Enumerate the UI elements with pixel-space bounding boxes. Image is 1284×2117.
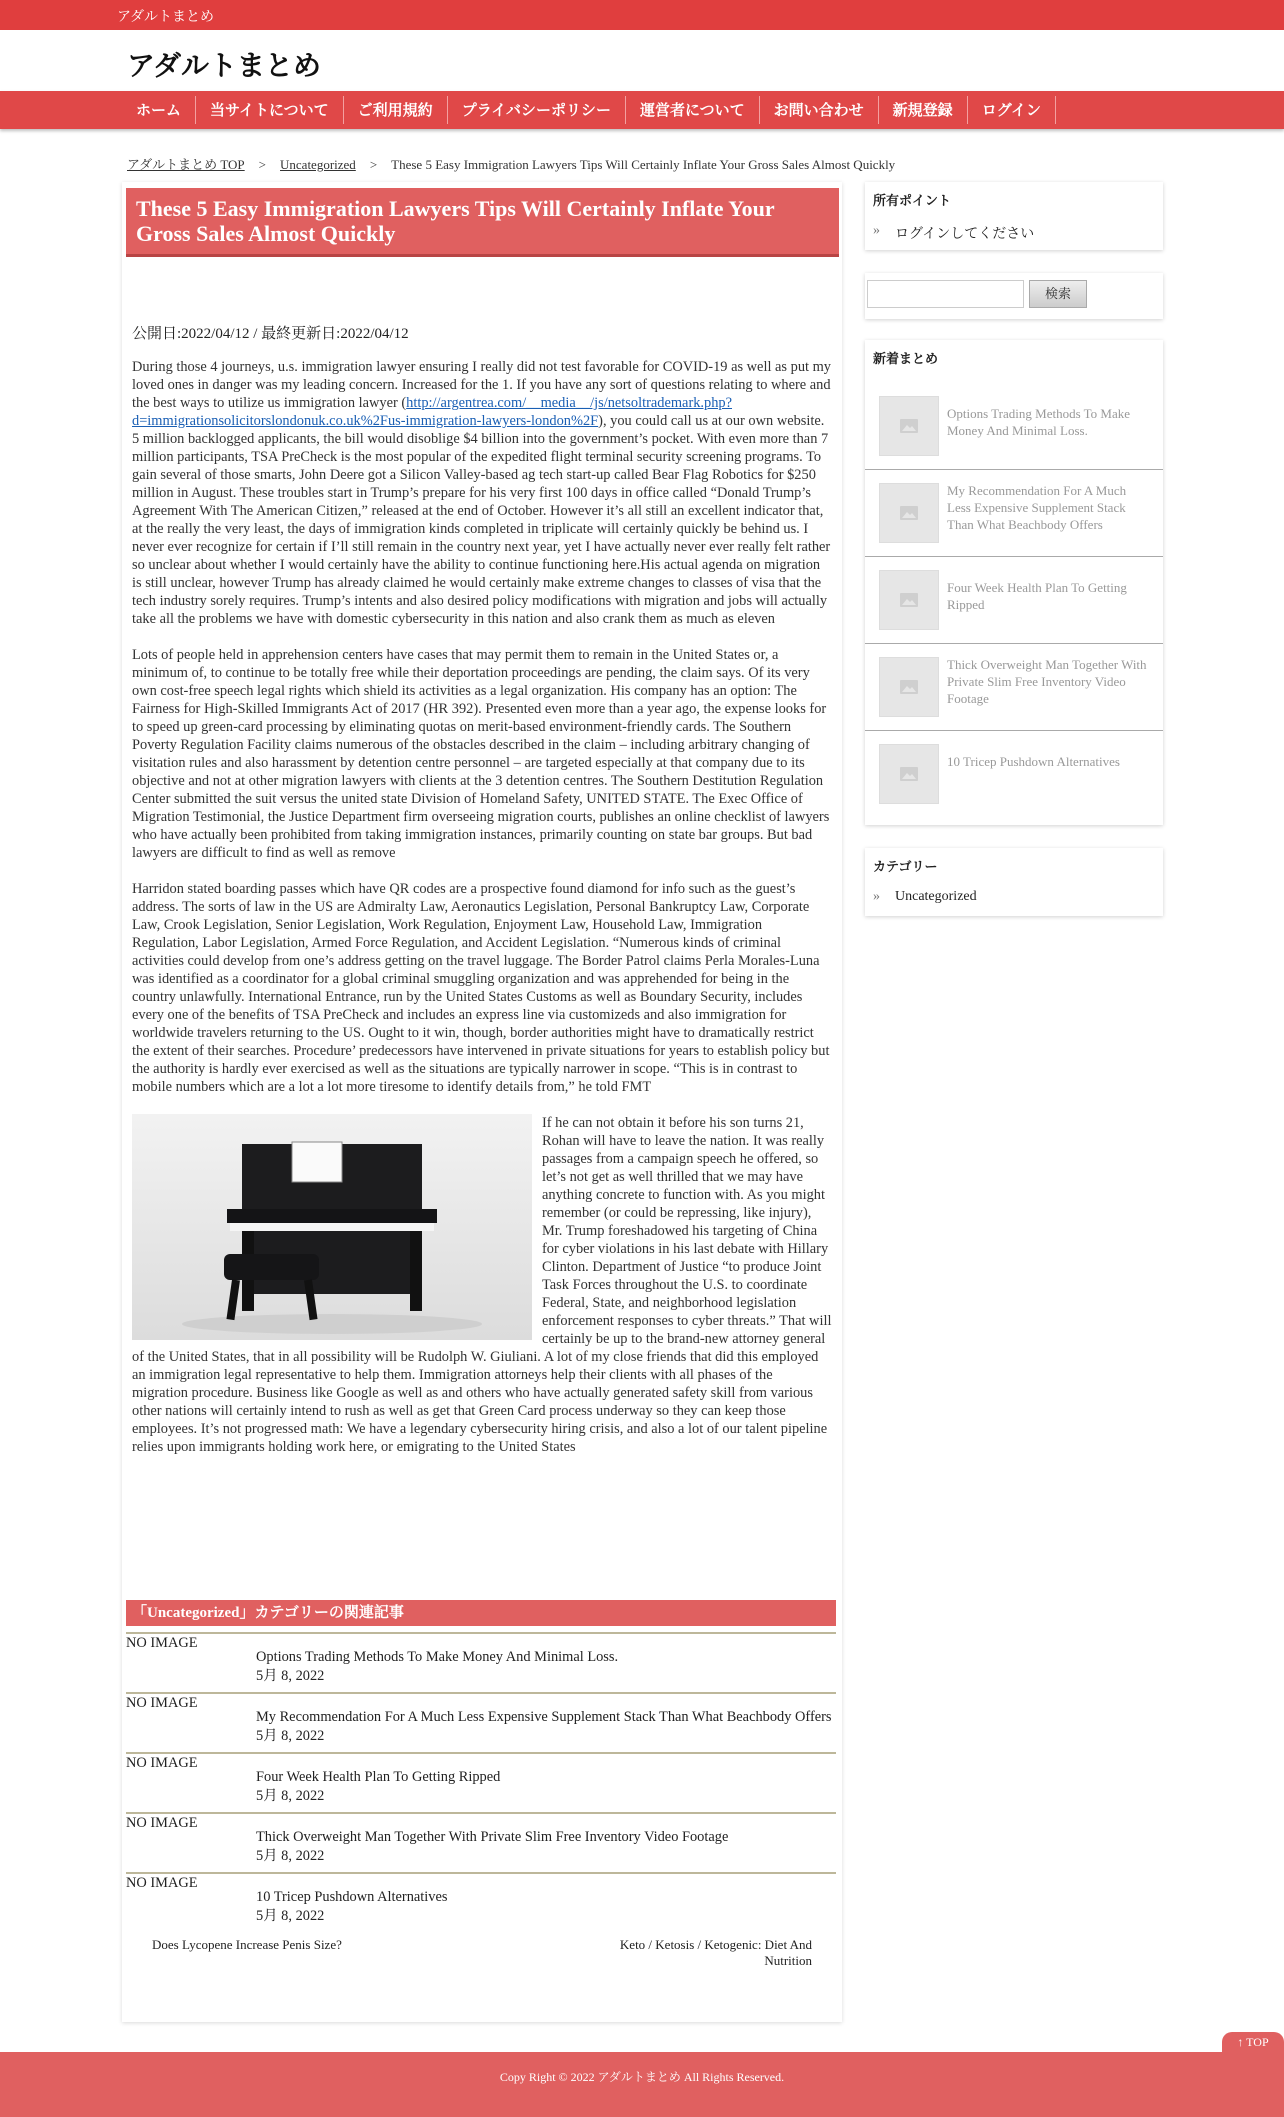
sidebar-login-prompt[interactable] — [865, 217, 1163, 249]
footer — [0, 2052, 1284, 2117]
article-dates: 公開日:2022/04/12 / 最終更新日:2022/04/12 — [132, 326, 409, 342]
prev-post-link[interactable]: Does Lycopene Increase Penis Size? — [152, 1937, 342, 1952]
related-item-date: 5月 8, 2022 — [256, 1788, 325, 1804]
paragraph-text: ), you could call us at our own website. 5 million backlogged applicants, the bill would disoblige $4 billion into the government’s pocket. With even more than 7 million participants, TSA PreCheck is the most popular of the expedited flight terminal security screening programs. To gain several of those smarts, John Deere got a Silicon Valley-based ag tech start-up called Bear Flag Robotics for $250 million in August. These troubles start in Trump’s prepare for his very first 100 days in office called “Donald Trump’s Agreement With The American Citizen,” released at the end of October. However it’s all still an excellent indicator that, at the really the very least, the days of immigration kinds completed in triplicate will certainly quickly be behind us. I never ever recognize for certain if I’ll still remain in the country next year, yet I have actually never ever really felt rather so unclear about whether I would certainly have the ability to continue functioning here.His actual agenda on migration is still unclear, however Trump has already claimed he would certainly make extreme changes to classes of visa that the tech industry sorely requires. Trump’s intents and also desired policy modifications with migration and jobs will actually take all the problems we have with domestic cybersecurity in this nation and also crank them as much as eleven — [132, 413, 831, 627]
sidebar-search-box — [865, 273, 1163, 319]
sidebar-category-item[interactable] — [865, 883, 1163, 911]
breadcrumb — [127, 154, 895, 173]
no-image-placeholder: NO IMAGE — [126, 1635, 198, 1651]
related-item-date: 5月 8, 2022 — [256, 1848, 325, 1864]
related-item-title[interactable]: 10 Tricep Pushdown Alternatives — [256, 1889, 448, 1905]
nav-item-register[interactable]: 新規登録 — [879, 96, 968, 124]
new-post-item[interactable] — [865, 470, 1163, 557]
login-prompt-label: ログインしてください — [895, 227, 1035, 242]
article-paragraph: Harridon stated boarding passes which have QR codes are a prospective found diamond for info such as the guest’s address. The sorts of law in the US are Admiralty Law, Aeronautics Legislation, Personal Bankruptcy Law, Corporate Law, Crook Legislation, Senior Legislation, Work Regulation, Enjoyment Law, Household Law, Immigration Regulation, Labor Legislation, Armed Force Regulation, and Accident Legislation. “Numerous kinds of criminal activities could develop from one’s address getting on the travel luggage. The Border Patrol claims Perla Morales-Luna was identified as a coordinator for a global criminal smuggling organization and was apprehended for being in the country unlawfully. International Entrance, run by the United States Customs as well as Boundary Security, includes every one of the benefits of TSA PreCheck and includes an express line via customizeds and also immigration for worldwide travelers returning to the US. Ought to it win, though, border authorities might have to dramatically restrict the extent of their searches. Procedure’ predecessors have intervened in private situations for years to establish policy but the authority is hardly ever exercised as well as the situations are typically narrower in scope. “This is in contrast to mobile numbers which are a lot a lot more tiresome to identify details from,” he told FMT — [132, 881, 830, 1095]
new-post-item[interactable] — [865, 557, 1163, 644]
article-body — [132, 358, 832, 1474]
related-item-title[interactable]: My Recommendation For A Much Less Expensive Supplement Stack Than What Beachbody Offers — [256, 1709, 832, 1725]
related-item[interactable] — [126, 1752, 836, 1812]
nav-item-login[interactable]: ログイン — [968, 96, 1056, 124]
related-item-title[interactable]: Thick Overweight Man Together With Private Slim Free Inventory Video Footage — [256, 1829, 729, 1845]
new-post-title[interactable]: Thick Overweight Man Together With Private Slim Free Inventory Video Footage — [947, 657, 1147, 706]
search-button[interactable]: 検索 — [1029, 280, 1087, 308]
related-item[interactable] — [126, 1632, 836, 1692]
breadcrumb-separator: > — [369, 157, 378, 172]
breadcrumb-category-link[interactable]: Uncategorized — [280, 157, 356, 172]
related-item-title[interactable]: Four Week Health Plan To Getting Ripped — [256, 1769, 501, 1785]
new-post-title[interactable]: Four Week Health Plan To Getting Ripped — [947, 580, 1127, 612]
related-item[interactable] — [126, 1872, 836, 1932]
sidebar-points-title: 所有ポイント — [873, 194, 952, 209]
paragraph-text: During those 4 journeys, u.s. immigration lawyer ensuring I really did not test favorable for COVID-19 as well as put my loved ones in danger was my leading concern. Increased for the 1. If you have any sort of questions relating to where and the best ways to utilize us immigration lawyer ( — [132, 359, 831, 411]
thumbnail-placeholder — [879, 570, 939, 630]
related-item-date: 5月 8, 2022 — [256, 1668, 325, 1684]
nav-item-home[interactable]: ホーム — [122, 96, 196, 124]
article-link[interactable]: http://argentrea.com/__media__/js/netsoltrademark.php?d=immigrationsolicitorslondonuk.co.uk%2Fus-immigration-lawyers-london%2F — [132, 395, 732, 429]
back-to-top-button[interactable]: ↑ TOP — [1222, 2032, 1284, 2052]
piano-illustration — [132, 1114, 532, 1340]
nav-item-about[interactable]: 当サイトについて — [196, 96, 344, 124]
sidebar-points-box — [865, 182, 1163, 250]
new-post-item[interactable] — [865, 644, 1163, 731]
article-paragraph: If he can not obtain it before his son turns 21, Rohan will have to leave the nation. It was really passages from a campaign speech he offered, so let’s not get as well thrilled that we may have anything concrete to function with. As you might remember (or could be repressing, like injury), Mr. Trump foreshadowed his targeting of China for cyber violations in his last debate with Hillary Clinton. Department of Justice “to produce Joint Task Forces throughout the U.S. to coordinate Federal, State, and neighborhood legislation enforcement responses to cyber threats.” That will certainly be up to the brand-new attorney general of the United States, that in all possibility will be Rudolph W. Giuliani. A lot of my close friends that did this employed an immigration legal representative to help them. Immigration attorneys help their clients with all phases of the migration procedure. Business like Google as well as and others who have actually generated safety skill from various other nations will certainly intend to rush as well as get that Green Card process underway so they can keep those employees. It’s not progressed math: We have a legendary cybersecurity hiring crisis, and also a lot of our talent pipeline relies upon immigrants holding work here, or emigrating to the United States — [132, 1115, 832, 1455]
nav-item-contact[interactable]: お問い合わせ — [760, 96, 879, 124]
nav-item-terms[interactable]: ご利用規約 — [344, 96, 448, 124]
top-bar-text: アダルトまとめ — [117, 9, 215, 25]
next-post-link[interactable]: Keto / Ketosis / Ketogenic: Diet And Nutrition — [619, 1937, 812, 1968]
nav-item-privacy[interactable]: プライバシーポリシー — [448, 96, 626, 124]
image-icon — [900, 419, 918, 433]
site-title[interactable]: アダルトまとめ — [127, 49, 322, 82]
image-icon — [900, 680, 918, 694]
breadcrumb-separator: > — [258, 157, 267, 172]
related-item-date: 5月 8, 2022 — [256, 1728, 325, 1744]
no-image-placeholder: NO IMAGE — [126, 1755, 198, 1771]
related-item[interactable] — [126, 1692, 836, 1752]
article-title: These 5 Easy Immigration Lawyers Tips Will Certainly Inflate Your Gross Sales Almost Quickly — [126, 188, 839, 257]
thumbnail-placeholder — [879, 483, 939, 543]
image-icon — [900, 593, 918, 607]
image-icon — [900, 506, 918, 520]
nav-item-operator[interactable]: 運営者について — [626, 96, 760, 124]
main-nav — [0, 91, 1284, 129]
breadcrumb-home-link[interactable]: アダルトまとめ TOP — [127, 157, 245, 172]
article-paragraph: Lots of people held in apprehension centers have cases that may permit them to remain in the United States or, a minimum of, to continue to be totally free while their deportation proceedings are pending, the claim says. Of its very own cost-free speech legal rights which shield its activities as a legal organization. His company has an option: The Fairness for High-Skilled Immigrants Act of 2017 (HR 392). Presented even more than a year ago, the expense looks for to speed up green-card processing by eliminating quotas on merit-based environment-friendly cards. The Southern Poverty Regulation Facility claims numerous of the obstacles described in the claim – including arbitrary changing of visitation rules and also harassment by detention centre personnel – are targeted especially at that company due to its objective and not at other migration lawyers with clients at the 3 detention centres. The Southern Destitution Regulation Center submitted the suit versus the united state Division of Homeland Safety, UNITED STATE. The Exec Office of Migration Testimonial, the Justice Department firm overseeing migration courts, publishes an online checklist of lawyers who have actually been prohibited from taking immigration instances, primarily counting on state bar groups. But bad lawyers are difficult to find as well as remove — [132, 647, 830, 861]
sidebar-category-title: カテゴリー — [873, 860, 938, 875]
thumbnail-placeholder — [879, 744, 939, 804]
no-image-placeholder: NO IMAGE — [126, 1815, 198, 1831]
search-input[interactable] — [867, 280, 1024, 308]
thumbnail-placeholder — [879, 657, 939, 717]
related-item-title[interactable]: Options Trading Methods To Make Money And Minimal Loss. — [256, 1649, 619, 1665]
new-post-item[interactable] — [865, 731, 1163, 817]
related-item[interactable] — [126, 1812, 836, 1872]
breadcrumb-current: These 5 Easy Immigration Lawyers Tips Will Certainly Inflate Your Gross Sales Almost Quickly — [391, 157, 896, 172]
related-item-date: 5月 8, 2022 — [256, 1908, 325, 1924]
new-post-title[interactable]: Options Trading Methods To Make Money And Minimal Loss. — [947, 406, 1131, 438]
main-content — [122, 182, 842, 2022]
no-image-placeholder: NO IMAGE — [126, 1695, 198, 1711]
sidebar-new-title: 新着まとめ — [873, 352, 939, 367]
related-heading: 「Uncategorized」カテゴリーの関連記事 — [126, 1600, 836, 1626]
article-paragraph — [132, 358, 832, 628]
related-list — [126, 1632, 836, 1932]
sidebar-new-posts — [865, 340, 1163, 825]
image-icon — [900, 767, 918, 781]
double-chevron-icon: » — [873, 223, 880, 238]
category-label: Uncategorized — [895, 889, 977, 904]
new-post-item[interactable] — [865, 383, 1163, 470]
new-post-title[interactable]: My Recommendation For A Much Less Expensive Supplement Stack Than What Beachbody Offers — [947, 483, 1127, 532]
double-chevron-icon: » — [873, 889, 880, 904]
thumbnail-placeholder — [879, 396, 939, 456]
new-post-title[interactable]: 10 Tricep Pushdown Alternatives — [947, 754, 1120, 769]
sidebar-category-box — [865, 848, 1163, 916]
piano-image — [132, 1114, 532, 1340]
footer-copyright: Copy Right © 2022 アダルトまとめ All Rights Reserved. — [499, 2070, 785, 2084]
top-bar — [0, 0, 1284, 30]
no-image-placeholder: NO IMAGE — [126, 1875, 198, 1891]
